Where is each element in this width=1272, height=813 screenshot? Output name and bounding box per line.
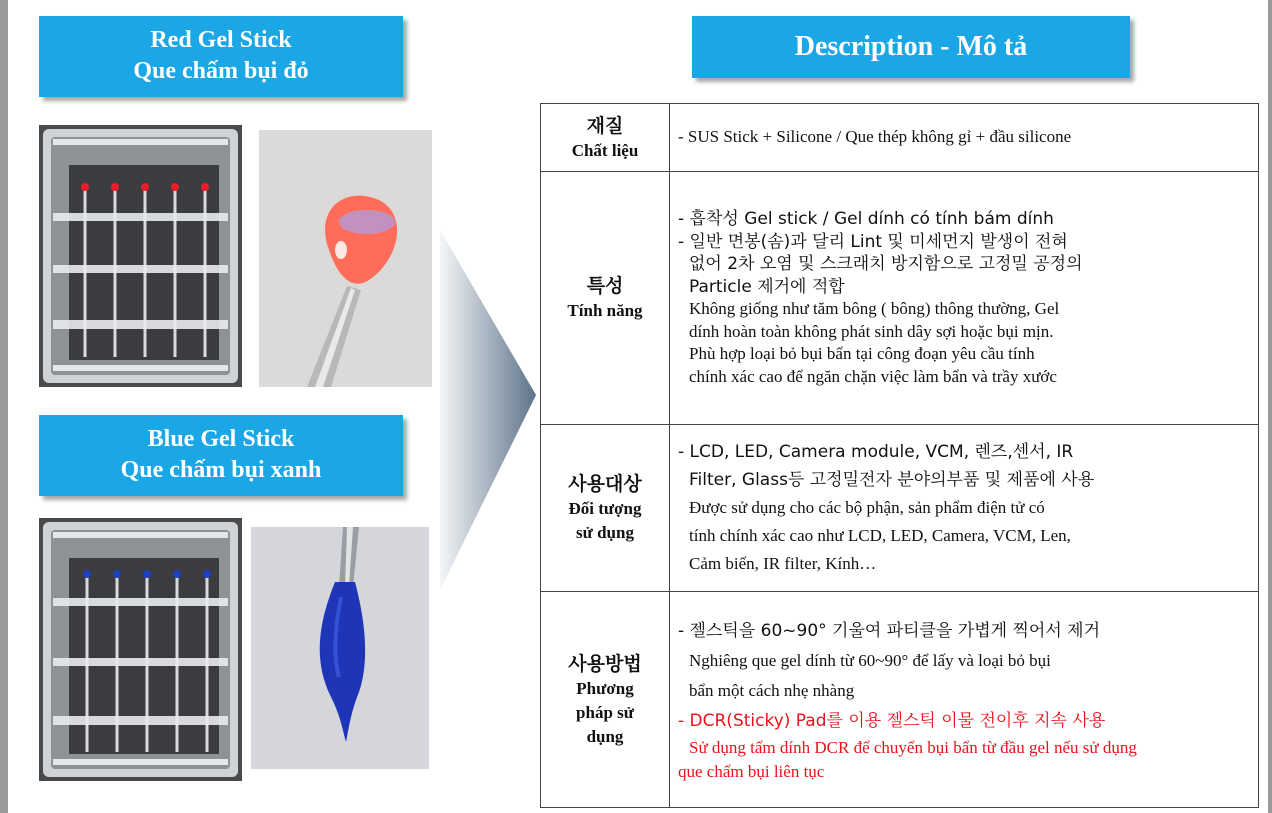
red-stick-closeup-photo [259, 130, 432, 387]
material-content: - SUS Stick + Silicone / Que thép không gỉ + đầu silicone [670, 104, 1259, 172]
table-row-features [541, 172, 1259, 425]
page-frame-left [0, 0, 8, 813]
description-title: Description - Mô tả [794, 31, 1028, 62]
blue-gel-stick-title-vn: Que chấm bụi xanh [120, 457, 322, 483]
blue-gel-stick-title-en: Blue Gel Stick [147, 426, 295, 452]
blue-gel-stick-banner [39, 415, 403, 496]
usage-method-content: - 젤스틱을 60~90° 기울여 파티클을 가볍게 찍어서 제거 Nghiêng que gel dính từ 60~90° để lấy và loại bỏ bụi bẩn một cách nhẹ nhàng - DCR(Sticky) Pad를 이용 젤스틱 이물 전이후 지속 사용 Sử dụng tấm dính DCR để chuyển bụi bẩn từ đầu gel nếu sử dụng que chấm bụi liên tục [670, 592, 1259, 808]
arrow-chevron-shape [440, 230, 536, 590]
red-gel-stick-banner [39, 16, 403, 97]
features-header: 특성 Tính năng [541, 172, 670, 425]
blue-stick-closeup-photo [251, 527, 429, 769]
red-stick-box-photo [39, 125, 242, 387]
features-content: - 흡착성 Gel stick / Gel dính có tính bám dính - 일반 면봉(솜)과 달리 Lint 및 미세먼지 발생이 전혀 없어 2차 오염 및 스크래치 방지함으로 고정밀 공정의 Particle 제거에 적합 Không giống như tăm bông ( bông) thông thường, Gel dính hoàn toàn không phát sinh dây sợi hoặc bụi mịn. Phù hợp loại bỏ bụi bẩn tại công đoạn yêu cầu tính chính xác cao để ngăn chặn việc làm bẩn và trầy xước [670, 172, 1259, 425]
usage-target-header: 사용대상 Đối tượng sử dụng [541, 425, 670, 592]
table-row-usage-target [541, 425, 1259, 592]
description-table [540, 103, 1259, 808]
material-header: 재질 Chất liệu [541, 104, 670, 172]
red-gel-stick-title-en: Red Gel Stick [150, 27, 292, 53]
usage-method-header: 사용방법 Phương pháp sử dụng [541, 592, 670, 808]
description-banner [692, 16, 1130, 78]
page-frame-right [1268, 0, 1272, 813]
red-gel-stick-title-vn: Que chấm bụi đỏ [133, 58, 309, 84]
table-row-material [541, 104, 1259, 172]
blue-stick-box-photo [39, 518, 242, 781]
table-row-usage-method [541, 592, 1259, 808]
usage-target-content: - LCD, LED, Camera module, VCM, 렌즈,센서, IR Filter, Glass등 고정밀전자 분야의부품 및 제품에 사용 Được sử dụng cho các bộ phận, sản phẩm điện tử có tính chính xác cao như LCD, LED, Camera, VCM, Len, Cảm biến, IR filter, Kính… [670, 425, 1259, 592]
usage-method-note: - DCR(Sticky) Pad를 이용 젤스틱 이물 전이후 지속 사용 [678, 710, 1106, 731]
